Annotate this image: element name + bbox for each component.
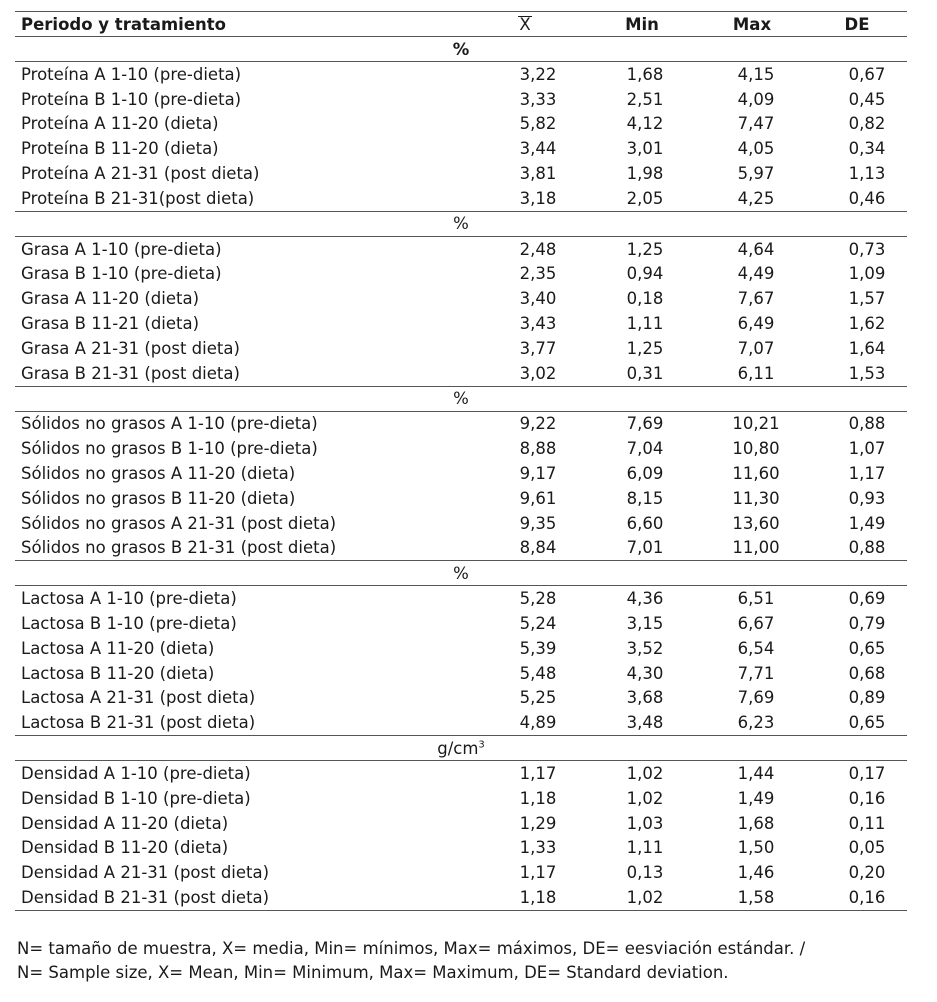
row-label: Lactosa A 1-10 (pre-dieta): [21, 589, 237, 609]
min-cell: 1,11: [626, 838, 664, 858]
de-cell: 1,17: [848, 464, 886, 484]
table-row: [15, 811, 907, 836]
mean-cell: 1,18: [519, 888, 557, 907]
table-header: [15, 12, 907, 37]
min-cell: 3,52: [626, 638, 664, 658]
mean-cell: 5,25: [519, 688, 557, 708]
min-cell: 7,69: [626, 414, 664, 434]
de-cell: 0,46: [848, 188, 886, 208]
mean-cell: 3,33: [519, 89, 557, 109]
de-cell: 0,68: [848, 663, 886, 683]
de-cell: 0,65: [848, 638, 886, 658]
max-cell: 1,44: [737, 764, 775, 784]
max-cell: 1,68: [737, 813, 775, 833]
de-cell: 1,13: [848, 164, 886, 184]
row-label: Grasa B 1-10 (pre-dieta): [21, 264, 222, 284]
min-cell: 4,36: [626, 589, 664, 609]
row-label: Sólidos no grasos A 11-20 (dieta): [21, 464, 296, 484]
table-row: [15, 262, 907, 287]
max-cell: 7,07: [737, 338, 775, 358]
table-row: [15, 486, 907, 511]
min-cell: 1,02: [626, 888, 664, 907]
min-cell: 4,30: [626, 663, 664, 683]
de-cell: 1,64: [848, 338, 886, 358]
row-label: Sólidos no grasos B 11-20 (dieta): [21, 488, 296, 508]
header-mean: [463, 12, 587, 37]
document-page: [15, 11, 907, 985]
table-row: [15, 161, 907, 186]
mean-cell: 5,28: [519, 589, 557, 609]
table-row: [15, 112, 907, 137]
min-cell: 1,03: [626, 813, 664, 833]
row-label: Lactosa B 1-10 (pre-dieta): [21, 614, 237, 634]
table-row: [15, 536, 907, 561]
min-cell: 3,01: [626, 139, 664, 159]
table-row: [15, 62, 907, 87]
de-cell: 0,05: [848, 838, 886, 858]
max-cell: 7,71: [737, 663, 775, 683]
row-label: Proteína A 1-10 (pre-dieta): [21, 64, 242, 84]
de-cell: 0,73: [848, 239, 886, 259]
row-label: Proteína B 11-20 (dieta): [21, 139, 219, 159]
mean-cell: 3,02: [519, 363, 557, 383]
row-label: Sólidos no grasos B 21-31 (post dieta): [21, 538, 337, 558]
row-label: Densidad A 21-31 (post dieta): [21, 863, 270, 883]
de-cell: 0,34: [848, 139, 886, 159]
table-row: [15, 636, 907, 661]
max-cell: 11,00: [732, 538, 780, 558]
row-label: Lactosa B 21-31 (post dieta): [21, 713, 256, 733]
min-cell: 0,94: [626, 264, 664, 284]
max-cell: 4,05: [737, 139, 775, 159]
min-cell: 2,05: [626, 188, 664, 208]
min-cell: 1,25: [626, 338, 664, 358]
footnote-line-spanish: N= tamaño de muestra, X= media, Min= mínimos, Max= máximos, DE= eesviación estándar. /: [17, 938, 806, 958]
unit-text: g/cm: [437, 738, 479, 758]
de-cell: 0,69: [848, 589, 886, 609]
min-cell: 1,98: [626, 164, 664, 184]
min-cell: 4,12: [626, 114, 664, 134]
max-cell: 6,11: [737, 363, 775, 383]
unit-row: [15, 736, 907, 761]
mean-cell: 1,29: [519, 813, 557, 833]
mean-cell: 3,18: [519, 188, 557, 208]
mean-cell: 9,61: [519, 488, 557, 508]
table-row: [15, 436, 907, 461]
min-cell: 6,09: [626, 464, 664, 484]
min-cell: 6,60: [626, 513, 664, 533]
mean-cell: 5,48: [519, 663, 557, 683]
de-cell: 0,82: [848, 114, 886, 134]
min-cell: 1,68: [626, 64, 664, 84]
row-label: Densidad B 11-20 (dieta): [21, 838, 229, 858]
max-cell: 5,97: [737, 164, 775, 184]
max-cell: 6,49: [737, 314, 775, 334]
mean-cell: 1,17: [519, 764, 557, 784]
table-row: [15, 186, 907, 211]
min-cell: 1,25: [626, 239, 664, 259]
table-body: [15, 37, 907, 911]
mean-cell: 3,22: [519, 64, 557, 84]
row-label: Lactosa A 21-31 (post dieta): [21, 688, 256, 708]
statistics-table: [15, 11, 907, 911]
row-label: Densidad B 1-10 (pre-dieta): [21, 788, 251, 808]
unit-label: [15, 211, 907, 236]
row-label: Sólidos no grasos A 1-10 (pre-dieta): [21, 414, 318, 434]
unit-text: %: [452, 39, 470, 59]
mean-symbol: X: [519, 14, 531, 34]
max-cell: 6,51: [737, 589, 775, 609]
row-label: Lactosa A 11-20 (dieta): [21, 638, 215, 658]
table-row: [15, 786, 907, 811]
table-row: [15, 136, 907, 161]
table-footnote: [15, 937, 907, 985]
de-cell: 0,79: [848, 614, 886, 634]
table-row: [15, 361, 907, 386]
table-row: [15, 511, 907, 536]
de-cell: 0,17: [848, 764, 886, 784]
header-row: [15, 12, 907, 37]
row-label: Grasa B 21-31 (post dieta): [21, 363, 240, 383]
mean-cell: 2,35: [519, 264, 557, 284]
max-cell: 6,67: [737, 614, 775, 634]
de-cell: 1,07: [848, 439, 886, 459]
mean-cell: 4,89: [519, 713, 557, 733]
header-max: Max: [732, 14, 772, 34]
de-cell: 0,16: [848, 888, 886, 907]
row-label: Grasa A 11-20 (dieta): [21, 289, 200, 309]
unit-row: [15, 561, 907, 586]
unit-row: [15, 386, 907, 411]
max-cell: 10,80: [732, 439, 780, 459]
min-cell: 0,18: [626, 289, 664, 309]
table-row: [15, 461, 907, 486]
row-label: Proteína A 11-20 (dieta): [21, 114, 219, 134]
header-de: DE: [844, 14, 870, 34]
de-cell: 0,20: [848, 863, 886, 883]
min-cell: 7,01: [626, 538, 664, 558]
max-cell: 7,67: [737, 289, 775, 309]
row-label: Proteína B 21-31(post dieta): [21, 188, 255, 208]
row-label: Proteína B 1-10 (pre-dieta): [21, 89, 242, 109]
header-period-treatment: Periodo y tratamiento: [21, 14, 226, 34]
row-label: Proteína A 21-31 (post dieta): [21, 164, 260, 184]
table-row: [15, 661, 907, 686]
unit-superscript: 3: [478, 739, 485, 751]
unit-label: [15, 736, 907, 761]
max-cell: 1,46: [737, 863, 775, 883]
table-row: [15, 411, 907, 436]
min-cell: 8,15: [626, 488, 664, 508]
mean-cell: 1,17: [519, 863, 557, 883]
max-cell: 4,09: [737, 89, 775, 109]
row-label: Lactosa B 11-20 (dieta): [21, 663, 215, 683]
unit-text: %: [453, 563, 469, 583]
mean-cell: 1,18: [519, 788, 557, 808]
de-cell: 1,53: [848, 363, 886, 383]
row-label: Densidad A 1-10 (pre-dieta): [21, 764, 251, 784]
de-cell: 0,67: [848, 64, 886, 84]
row-label: Densidad B 21-31 (post dieta): [21, 888, 270, 907]
max-cell: 1,50: [737, 838, 775, 858]
max-cell: 11,30: [732, 488, 780, 508]
max-cell: 6,54: [737, 638, 775, 658]
min-cell: 3,15: [626, 614, 664, 634]
table-row: [15, 710, 907, 735]
max-cell: 7,47: [737, 114, 775, 134]
de-cell: 0,16: [848, 788, 886, 808]
min-cell: 0,13: [626, 863, 664, 883]
table-row: [15, 611, 907, 636]
max-cell: 1,58: [737, 888, 775, 907]
max-cell: 4,64: [737, 239, 775, 259]
max-cell: 4,15: [737, 64, 775, 84]
mean-cell: 9,35: [519, 513, 557, 533]
max-cell: 4,49: [737, 264, 775, 284]
table-row: [15, 311, 907, 336]
mean-cell: 5,39: [519, 638, 557, 658]
unit-text: %: [453, 389, 469, 409]
mean-cell: 3,44: [519, 139, 557, 159]
unit-label: [15, 561, 907, 586]
row-label: Grasa B 11-21 (dieta): [21, 314, 200, 334]
table-row: [15, 761, 907, 786]
min-cell: 0,31: [626, 363, 664, 383]
de-cell: 0,89: [848, 688, 886, 708]
row-label: Grasa A 21-31 (post dieta): [21, 338, 240, 358]
de-cell: 1,57: [848, 289, 886, 309]
row-label: Densidad A 11-20 (dieta): [21, 813, 229, 833]
de-cell: 0,65: [848, 713, 886, 733]
min-cell: 1,11: [626, 314, 664, 334]
footnote-line-english: N= Sample size, X= Mean, Min= Minimum, Max= Maximum, DE= Standard deviation.: [17, 962, 729, 982]
de-cell: 0,88: [848, 538, 886, 558]
unit-row: [15, 37, 907, 62]
row-label: Sólidos no grasos A 21-31 (post dieta): [21, 513, 337, 533]
max-cell: 10,21: [732, 414, 780, 434]
table-row: [15, 860, 907, 885]
mean-cell: 9,22: [519, 414, 557, 434]
mean-cell: 8,88: [519, 439, 557, 459]
table-row: [15, 87, 907, 112]
max-cell: 4,25: [737, 188, 775, 208]
de-cell: 0,93: [848, 488, 886, 508]
table-row: [15, 586, 907, 611]
mean-cell: 3,43: [519, 314, 557, 334]
de-cell: 1,49: [848, 513, 886, 533]
mean-cell: 9,17: [519, 464, 557, 484]
table-row: [15, 686, 907, 711]
de-cell: 1,09: [848, 264, 886, 284]
de-cell: 0,11: [848, 813, 886, 833]
min-cell: 3,68: [626, 688, 664, 708]
mean-cell: 5,24: [519, 614, 557, 634]
table-row: [15, 836, 907, 861]
max-cell: 13,60: [732, 513, 780, 533]
max-cell: 11,60: [732, 464, 780, 484]
min-cell: 1,02: [626, 788, 664, 808]
unit-label: [15, 386, 907, 411]
row-label: Sólidos no grasos B 1-10 (pre-dieta): [21, 439, 318, 459]
header-min: Min: [625, 14, 659, 34]
table-row: [15, 885, 907, 910]
min-cell: 1,02: [626, 764, 664, 784]
row-label: Grasa A 1-10 (pre-dieta): [21, 239, 222, 259]
max-cell: 7,69: [737, 688, 775, 708]
mean-cell: 3,77: [519, 338, 557, 358]
mean-cell: 8,84: [519, 538, 557, 558]
min-cell: 7,04: [626, 439, 664, 459]
min-cell: 3,48: [626, 713, 664, 733]
max-cell: 6,23: [737, 713, 775, 733]
unit-label: [15, 37, 907, 62]
unit-row: [15, 211, 907, 236]
mean-cell: 5,82: [519, 114, 557, 134]
mean-cell: 2,48: [519, 239, 557, 259]
min-cell: 2,51: [626, 89, 664, 109]
table-row: [15, 236, 907, 261]
table-row: [15, 286, 907, 311]
mean-cell: 1,33: [519, 838, 557, 858]
de-cell: 1,62: [848, 314, 886, 334]
unit-text: %: [453, 214, 469, 234]
table-row: [15, 336, 907, 361]
mean-cell: 3,40: [519, 289, 557, 309]
max-cell: 1,49: [737, 788, 775, 808]
de-cell: 0,88: [848, 414, 886, 434]
mean-cell: 3,81: [519, 164, 557, 184]
de-cell: 0,45: [848, 89, 886, 109]
